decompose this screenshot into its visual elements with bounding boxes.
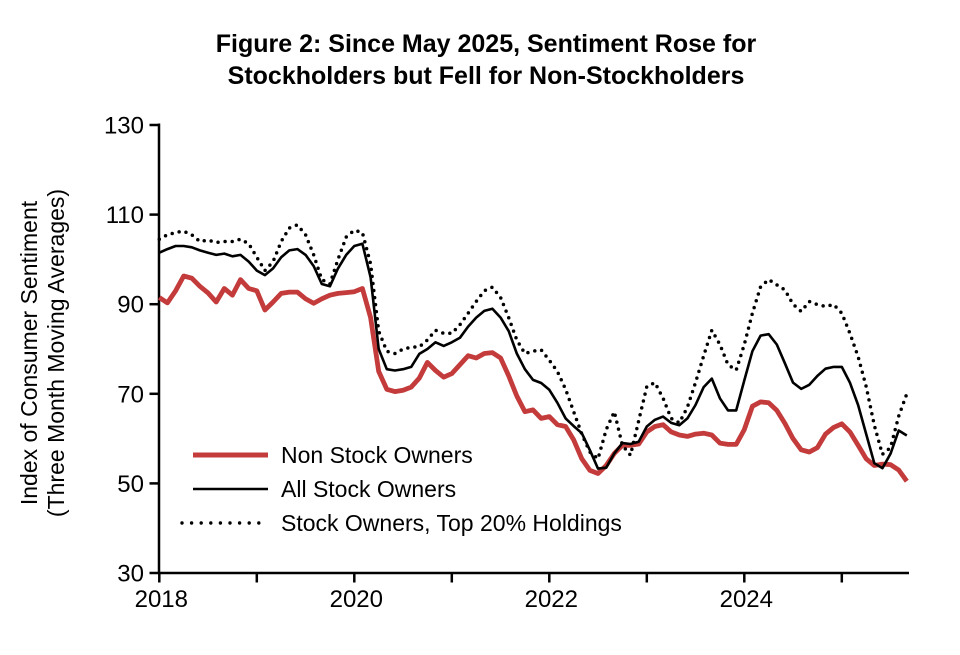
x-tick-label: 2018 bbox=[134, 586, 188, 613]
legend-label-top20-stock-owners: Stock Owners, Top 20% Holdings bbox=[281, 510, 622, 536]
legend-label-non-stock-owners: Non Stock Owners bbox=[281, 442, 473, 468]
x-tick-label: 2022 bbox=[524, 586, 578, 613]
series-line-all-stock-owners bbox=[159, 244, 907, 469]
figure-title-line1: Figure 2: Since May 2025, Sentiment Rose for bbox=[215, 30, 757, 58]
legend-label-all-stock-owners: All Stock Owners bbox=[281, 476, 457, 502]
legend bbox=[182, 442, 622, 536]
series-lines bbox=[159, 225, 907, 481]
axes-lines bbox=[159, 124, 909, 574]
y-tick-label: 130 bbox=[103, 112, 144, 140]
y-axis-label-line1: Index of Consumer Sentiment bbox=[16, 200, 42, 506]
legend-item-all-stock-owners bbox=[193, 476, 456, 502]
legend-item-non-stock-owners bbox=[193, 442, 473, 468]
y-tick-label: 90 bbox=[117, 291, 144, 319]
x-axis-ticks bbox=[135, 573, 842, 613]
figure-title-line2: Stockholders but Fell for Non-Stockholders bbox=[227, 62, 745, 90]
series-line-stock-owners-top-20-holdings bbox=[159, 225, 907, 459]
y-tick-label: 50 bbox=[117, 470, 144, 498]
y-tick-label: 30 bbox=[117, 560, 144, 588]
legend-item-top20-stock-owners bbox=[182, 510, 622, 536]
y-tick-label: 70 bbox=[117, 381, 144, 409]
x-tick-label: 2024 bbox=[719, 586, 773, 613]
y-tick-label: 110 bbox=[105, 202, 144, 230]
y-axis-label-line2: (Three Month Moving Averages) bbox=[43, 188, 69, 518]
x-tick-label: 2020 bbox=[329, 586, 383, 613]
y-axis-ticks bbox=[104, 113, 159, 588]
